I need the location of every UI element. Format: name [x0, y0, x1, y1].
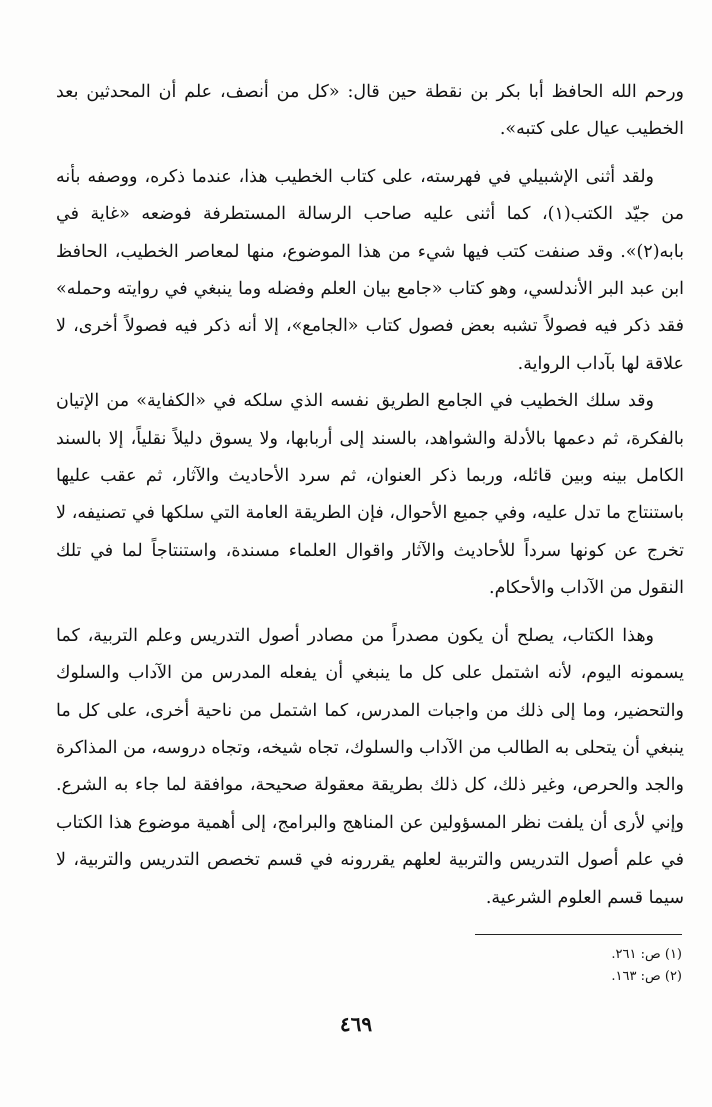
- paragraph-3: وقد سلك الخطيب في الجامع الطريق نفسه الذي سلكه في «الكفاية» من الإتيان بالفكرة، ثم دعمها بالأدلة والشواهد، بالسند إلى أربابها، ولا يسوق دليلاً نقلياً، إلا بالسند الكامل بينه وبين قائله، وربما ذكر العنوان، ثم سرد الأحاديث والآثار، ثم عقب عليها باستنتاج ما تدل عليه، وفي جميع الأحوال، فإن الطريقة العامة التي سلكها في تصنيفه، لا تخرج عن كونها سرداً للأحاديث والآثار واقوال العلماء مسندة، واستنتاجاً لما في تلك النقول من الآداب والأحكام.: [56, 391, 684, 599]
- body-text: [56, 74, 684, 917]
- footnotes: [420, 944, 682, 988]
- footnote-2: (٢) ص: ١٦٣.: [611, 969, 682, 984]
- paragraph-gap: [56, 608, 684, 618]
- paragraph-1: ورحم الله الحافظ أبا بكر بن نقطة حين قال: «كل من أنصف، علم أن المحدثين بعد الخطيب عيال على كتبه».: [56, 82, 684, 140]
- page-number: ٤٦٩: [339, 1012, 373, 1036]
- paragraph-gap: [56, 149, 684, 159]
- paragraph-2: ولقد أثنى الإشبيلي في فهرسته، على كتاب الخطيب هذا، عندما ذكره، ووصفه بأنه من جيّد الكتب(١)، كما أثنى عليه صاحب الرسالة المستطرفة فوضعه «غاية في بابه(٢)». وقد صنفت كتب فيها شيء من هذا الموضوع، منها لمعاصر الخطيب، الحافظ ابن عبد البر الأندلسي، وهو كتاب «جامع بيان العلم وفضله وما ينبغي في روايته وحمله» فقد ذكر فيه فصولاً تشبه بعض فصول كتاب «الجامع»، إلا أنه ذكر فيه فصولاً أخرى، لا علاقة لها بآداب الرواية.: [56, 166, 684, 374]
- footnote-divider: [475, 934, 682, 935]
- paragraph-4: وهذا الكتاب، يصلح أن يكون مصدراً من مصادر أصول التدريس وعلم التربية، كما يسمونه اليوم، لأنه اشتمل على كل ما ينبغي أن يفعله المدرس من الآداب والسلوك والتحضير، وما إلى ذلك من واجبات المدرس، كما اشتمل من ناحية أخرى، على كل ما ينبغي أن يتحلى به الطالب من الآداب والسلوك، تجاه شيخه، وتجاه دروسه، من المذاكرة والجد والحرص، وغير ذلك، كل ذلك بطريقة معقولة صحيحة، موافقة لما جاء به الشرع. وإني لأرى أن يلفت نظر المسؤولين عن المناهج والبرامج، إلى أهمية موضوع هذا الكتاب في علم أصول التدريس والتربية لعلهم يقررونه في قسم تخصص التدريس والتربية، لا سيما قسم العلوم الشرعية.: [56, 625, 684, 908]
- footnote-1: (١) ص: ٢٦١.: [611, 947, 682, 962]
